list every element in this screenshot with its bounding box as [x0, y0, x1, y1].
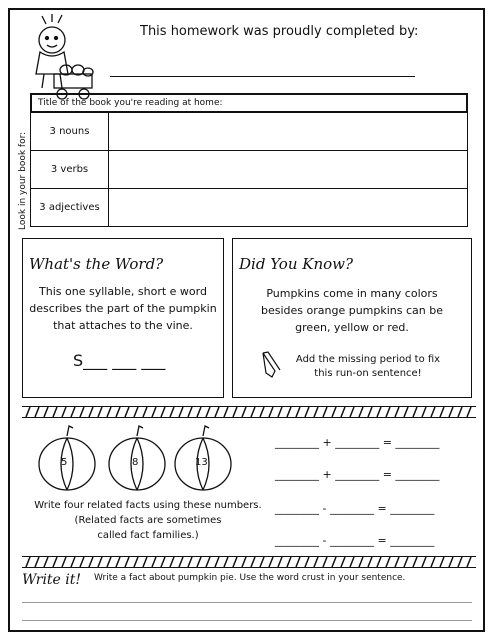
fence-slash [467, 557, 471, 567]
fact-equation[interactable]: ________ + ________ = ________ [275, 436, 440, 449]
fence-slash [179, 407, 183, 417]
equals-sign: = [377, 502, 387, 515]
fence-slash [134, 557, 138, 567]
fence-slash [215, 557, 219, 567]
fence-slash [179, 557, 183, 567]
row-label-verbs: 3 verbs [31, 151, 109, 188]
know-card [232, 238, 472, 398]
fence-slash [134, 407, 138, 417]
fence-slash [242, 557, 246, 567]
table-row[interactable] [30, 189, 468, 227]
fence-slash [98, 557, 102, 567]
side-label-text: Look in your book for: [18, 131, 28, 230]
fence-slash [143, 407, 147, 417]
fence-slash [368, 557, 372, 567]
pilgrim-mascot-icon [18, 14, 98, 102]
fence-slash [269, 407, 273, 417]
fence-slash [143, 557, 147, 567]
fence-slash [269, 557, 273, 567]
fence-slash [341, 407, 345, 417]
fence-slash [386, 557, 390, 567]
fence-slash [242, 407, 246, 417]
fence-slash [359, 557, 363, 567]
fence-slash [233, 407, 237, 417]
fence-slash [422, 557, 426, 567]
fence-slash [332, 557, 336, 567]
instruction-line: this run-on sentence! [314, 368, 422, 379]
fence-slash [395, 407, 399, 417]
fence-slash [89, 557, 93, 567]
fence-slash [449, 407, 453, 417]
fence-slash [80, 407, 84, 417]
fence-slash [440, 407, 444, 417]
fence-slash [170, 557, 174, 567]
fence-slash [296, 407, 300, 417]
fence-slash [350, 407, 354, 417]
row-label-nouns: 3 nouns [31, 113, 109, 150]
book-title-field[interactable]: Title of the book you're reading at home: [30, 93, 468, 113]
fence-slash [206, 407, 210, 417]
fence-slash [431, 557, 435, 567]
fence-slash [161, 557, 165, 567]
fence-slash [44, 407, 48, 417]
fence-slash [224, 407, 228, 417]
fence-slash [98, 407, 102, 417]
fence-slash [368, 407, 372, 417]
word-card-text [23, 283, 223, 334]
facts-instructions [28, 498, 268, 543]
fence-slash [260, 557, 264, 567]
fence-slash [44, 557, 48, 567]
fence-slash [377, 557, 381, 567]
fence-slash [341, 557, 345, 567]
fence-slash [323, 407, 327, 417]
facts-instruction-line: called fact families.) [97, 530, 199, 541]
word-answer-blanks[interactable]: S___ ___ ___ [73, 351, 166, 370]
fence-slash [305, 407, 309, 417]
know-text-line: besides orange pumpkins can be [260, 304, 443, 317]
fence-slash [413, 407, 417, 417]
fence-slash [323, 557, 327, 567]
fence-slash [215, 407, 219, 417]
fence-slash [404, 557, 408, 567]
fence-slash [332, 407, 336, 417]
write-line[interactable] [22, 602, 472, 603]
fence-slash [53, 407, 57, 417]
fence-slash [305, 557, 309, 567]
fence-slash [386, 407, 390, 417]
fence-slash [116, 407, 120, 417]
fence-slash [359, 407, 363, 417]
fence-slash [251, 557, 255, 567]
operator: + [322, 468, 332, 481]
word-text-line: that attaches to the vine. [53, 319, 193, 332]
pumpkin-number: 8 [132, 457, 139, 468]
fence-slash [314, 407, 318, 417]
know-card-text [233, 285, 471, 336]
table-row[interactable] [30, 151, 468, 189]
fence-slash [422, 407, 426, 417]
fence-slash [125, 407, 129, 417]
fence-slash [62, 407, 66, 417]
fence-slash [26, 407, 30, 417]
equals-sign: = [382, 468, 392, 481]
fence-slash [251, 407, 255, 417]
word-text-line: describes the part of the pumpkin [29, 302, 217, 315]
fence-slash [53, 557, 57, 567]
fence-slash [26, 557, 30, 567]
name-line[interactable] [110, 76, 415, 77]
write-it-prompt: Write a fact about pumpkin pie. Use the word crust in your sentence. [94, 573, 406, 583]
fence-slash [107, 407, 111, 417]
know-text-line: green, yellow or red. [295, 321, 409, 334]
fence-divider [22, 556, 476, 568]
fence-slash [377, 407, 381, 417]
fence-slash [80, 557, 84, 567]
fence-slash [233, 557, 237, 567]
fence-slash [197, 407, 201, 417]
fence-slash [116, 557, 120, 567]
fence-slash [197, 557, 201, 567]
fence-slash [170, 407, 174, 417]
fence-slash [278, 557, 282, 567]
fence-slash [35, 557, 39, 567]
fence-slash [161, 407, 165, 417]
fence-slash [224, 557, 228, 567]
table-row[interactable] [30, 113, 468, 151]
fence-slash [125, 557, 129, 567]
fence-slash [107, 557, 111, 567]
fence-slash [395, 557, 399, 567]
know-text-line: Pumpkins come in many colors [266, 287, 438, 300]
fence-slash [296, 557, 300, 567]
fence-slash [260, 407, 264, 417]
fence-slash [431, 407, 435, 417]
fact-equation[interactable]: ________ + ________ = ________ [275, 468, 440, 481]
word-text-line: This one syllable, short e word [39, 285, 207, 298]
know-card-title: Did You Know? [239, 255, 354, 273]
page-title: This homework was proudly completed by: [140, 24, 419, 39]
fence-slash [314, 557, 318, 567]
facts-instruction-line: (Related facts are sometimes [74, 515, 222, 526]
operator: - [322, 534, 327, 547]
row-label-adjectives: 3 adjectives [31, 189, 109, 226]
fence-slash [350, 557, 354, 567]
fence-slash [458, 407, 462, 417]
operator: - [322, 502, 327, 515]
fence-slash [188, 557, 192, 567]
pumpkin-number: 13 [195, 457, 208, 468]
fence-slash [89, 407, 93, 417]
know-instruction [273, 353, 463, 381]
fence-slash [152, 557, 156, 567]
facts-instruction-line: Write four related facts using these numbers. [34, 500, 262, 511]
pumpkin-number: 5 [61, 457, 68, 468]
equals-sign: = [377, 534, 387, 547]
fact-equation[interactable]: ________ - ________ = ________ [275, 502, 435, 515]
write-line[interactable] [22, 620, 472, 621]
word-card-title: What's the Word? [29, 255, 164, 273]
instruction-line: Add the missing period to fix [295, 354, 441, 365]
fence-slash [71, 407, 75, 417]
fence-slash [35, 407, 39, 417]
fence-slash [458, 557, 462, 567]
fence-slash [467, 407, 471, 417]
fence-slash [152, 407, 156, 417]
equals-sign: = [382, 436, 392, 449]
fence-slash [278, 407, 282, 417]
fence-slash [440, 557, 444, 567]
fence-slash [188, 407, 192, 417]
fence-slash [404, 407, 408, 417]
operator: + [322, 436, 332, 449]
fence-slash [287, 407, 291, 417]
fence-slash [413, 557, 417, 567]
fence-slash [287, 557, 291, 567]
fence-divider [22, 406, 476, 418]
write-it-title: Write it! [22, 572, 82, 588]
fact-equation[interactable]: ________ - ________ = ________ [275, 534, 435, 547]
word-card [22, 238, 224, 398]
fence-slash [71, 557, 75, 567]
fence-slash [206, 557, 210, 567]
book-table [30, 93, 470, 233]
fence-slash [449, 557, 453, 567]
fence-slash [62, 557, 66, 567]
